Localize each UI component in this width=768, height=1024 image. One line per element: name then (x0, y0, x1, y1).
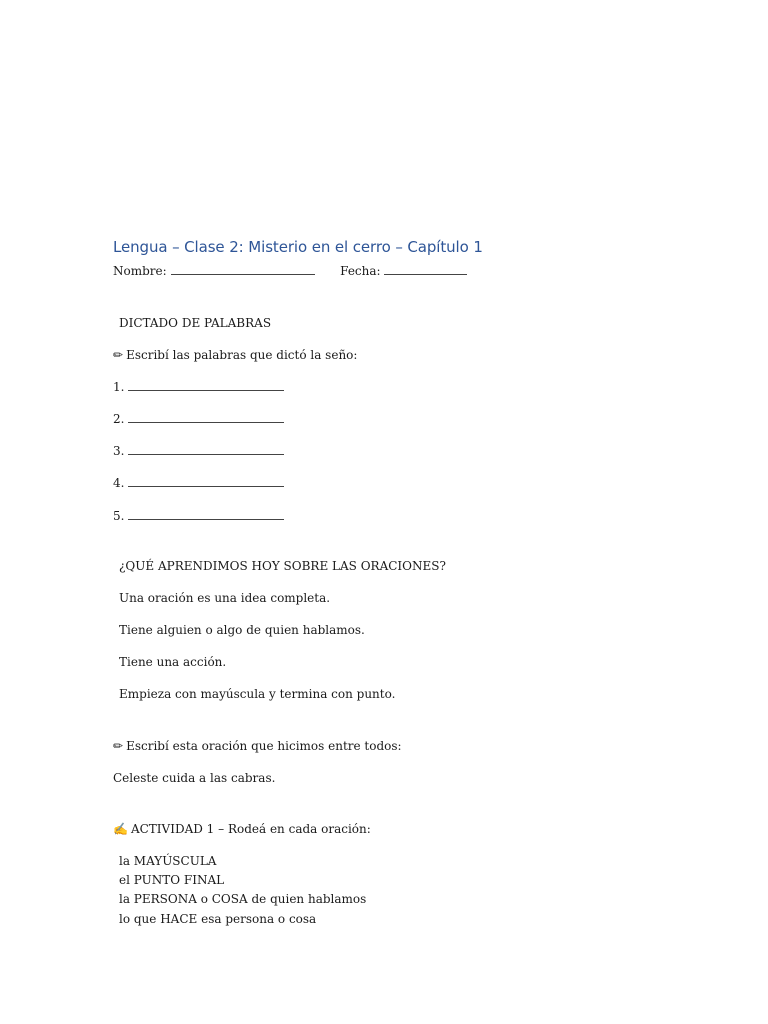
answer-blank (128, 475, 284, 487)
writing-hand-icon: ✍ (113, 822, 128, 836)
oraciones-point: Tiene alguien o algo de quien hablamos. (119, 623, 365, 637)
actividad-item: el PUNTO FINAL (119, 873, 225, 887)
oraciones-point: Una oración es una idea completa. (119, 591, 331, 605)
actividad-item: la PERSONA o COSA de quien hablamos (119, 892, 367, 906)
fecha-blank (384, 263, 467, 275)
escritura-instruction: ✏ Escribí esta oración que hicimos entre todos: (113, 739, 402, 753)
page-title: Lengua – Clase 2: Misterio en el cerro – Capítulo 1 (113, 238, 483, 256)
oraciones-heading: ¿QUÉ APRENDIMOS HOY SOBRE LAS ORACIONES? (119, 559, 446, 573)
pencil-icon: ✏ (113, 739, 124, 753)
oraciones-point: Empieza con mayúscula y termina con punto. (119, 687, 396, 701)
escritura-sentence: Celeste cuida a las cabras. (113, 771, 276, 785)
dictado-instruction: ✏ Escribí las palabras que dictó la seño: (113, 348, 358, 362)
nombre-label: Nombre: (113, 264, 167, 278)
actividad-item: la MAYÚSCULA (119, 854, 217, 868)
actividad-heading: ✍ ACTIVIDAD 1 – Rodeá en cada oración: (113, 822, 371, 836)
oraciones-point: Tiene una acción. (119, 655, 227, 669)
dictado-heading: DICTADO DE PALABRAS (119, 316, 272, 330)
list-item: 4. (113, 475, 284, 491)
nombre-blank (171, 263, 315, 275)
name-date-row (113, 263, 467, 279)
answer-blank (128, 411, 284, 423)
answer-blank (128, 379, 284, 391)
list-item: 5. (113, 508, 284, 524)
actividad-item: lo que HACE esa persona o cosa (119, 912, 317, 926)
list-item: 3. (113, 443, 284, 459)
answer-blank (128, 508, 284, 520)
list-item: 2. (113, 411, 284, 427)
answer-blank (128, 443, 284, 455)
pencil-icon: ✏ (113, 348, 124, 362)
list-item: 1. (113, 379, 284, 395)
fecha-label: Fecha: (340, 264, 381, 278)
